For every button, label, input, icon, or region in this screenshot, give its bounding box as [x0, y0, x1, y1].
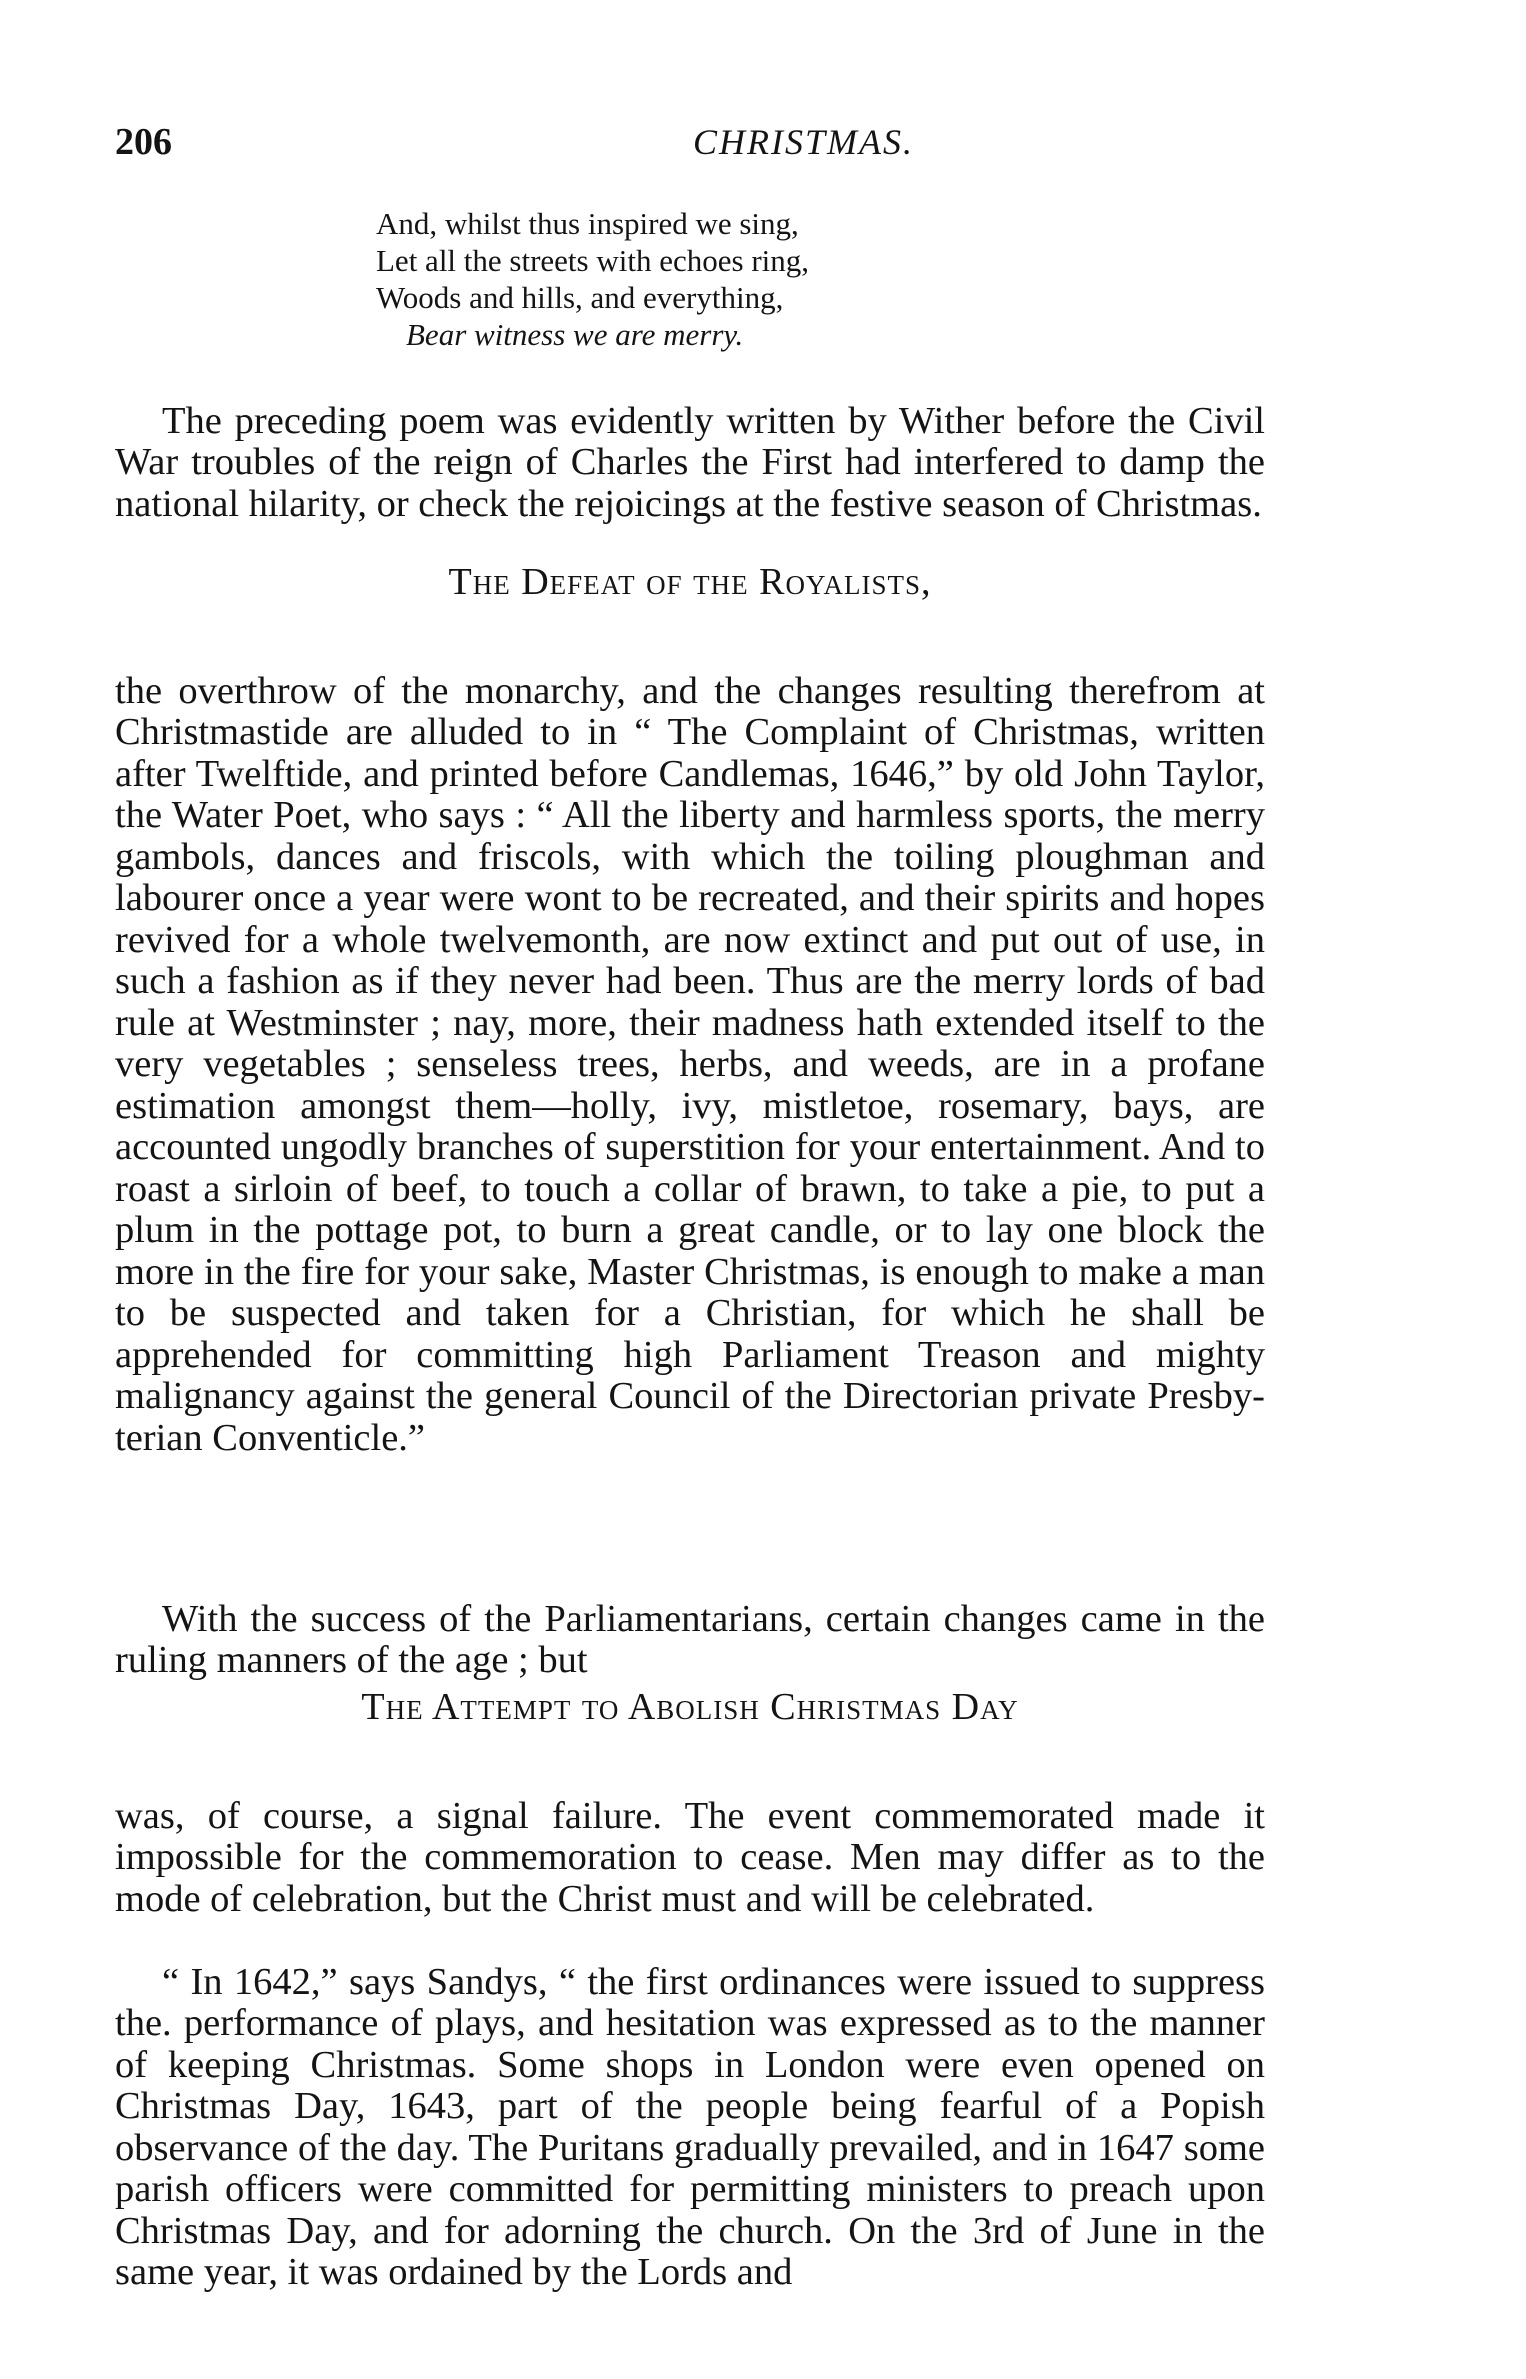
running-title: CHRISTMAS.: [693, 122, 914, 162]
page-number: 206: [115, 121, 172, 163]
section-heading-royalists: The Defeat of the Royalists,: [448, 561, 932, 603]
poem-line: Bear witness we are merry.: [406, 317, 744, 352]
page-header: [115, 118, 1265, 166]
section-heading-abolish-christmas: The Attempt to Abolish Christmas Day: [361, 1686, 1019, 1728]
poem-stanza: [376, 205, 1076, 353]
paragraph-signal-failure: was, of course, a signal failure. The event commemorated made it impossible for the commemoration to cease. Men may differ as to the mode of celebration, but the Christ must and will be celebrated.: [115, 1794, 1265, 1920]
poem-line: And, whilst thus inspired we sing,: [376, 206, 799, 241]
paragraph-sandys-quote: “ In 1642,” says Sandys, “ the first ordinances were issued to suppress the. performance of plays, and hesitation was expressed as to the manner of keeping Christmas. Some shops in London were even opened on Christmas Day, 1643, part of the people being fearful of a Popish observance of the day. The Puritans gradually prevailed, and in 1647 some parish officers were committed for permitting ministers to preach upon Christmas Day, and for adorning the church. On the 3rd of June in the same year, it was ordained by the Lords and: [115, 1960, 1265, 2293]
paragraph-wither-poem: The preceding poem was evidently written by Wither before the Civil War troubles of the reign of Charles the First had interfered to damp the national hilarity, or check the rejoicings at the festive season of Christmas.: [115, 399, 1265, 525]
paragraph-parliamentarians: With the success of the Parliamentarians, certain changes came in the ruling manners of the age ; but: [115, 1597, 1265, 1681]
paragraph-complaint-of-christmas: the overthrow of the monarchy, and the changes resulting therefrom at Christmastide are alluded to in “ The Complaint of Christmas, written after Twelftide, and printed before Candlemas, 1646,” by old John Taylor, the Water Poet, who says : “ All the liberty and harmless sports, the merry gambols, dances and friscols, with which the toiling ploughman and labourer once a year were wont to be recreated, and their spirits and hopes revived for a whole twelvemonth, are now extinct and put out of use, in such a fashion as if they never had been. Thus are the merry lords of bad rule at Westminster ; nay, more, their madness hath extended itself to the very vegetables ; senseless trees, herbs, and weeds, are in a profane estimation amongst them—holly, ivy, mistletoe, rosemary, bays, are accounted ungodly branches of superstition for your entertainment. And to roast a sirloin of beef, to touch a collar of brawn, to take a pie, to put a plum in the pottage pot, to burn a great candle, or to lay one block the more in the fire for your sake, Master Christmas, is enough to make a man to be suspected and taken for a Christian, for which he shall be apprehended for committing high Parliament Treason and mighty malignancy against the general Council of the Directorian private Presbyterian Conventicle.”: [115, 669, 1265, 1459]
poem-line: Woods and hills, and everything,: [376, 280, 784, 315]
poem-line: Let all the streets with echoes ring,: [376, 243, 810, 278]
